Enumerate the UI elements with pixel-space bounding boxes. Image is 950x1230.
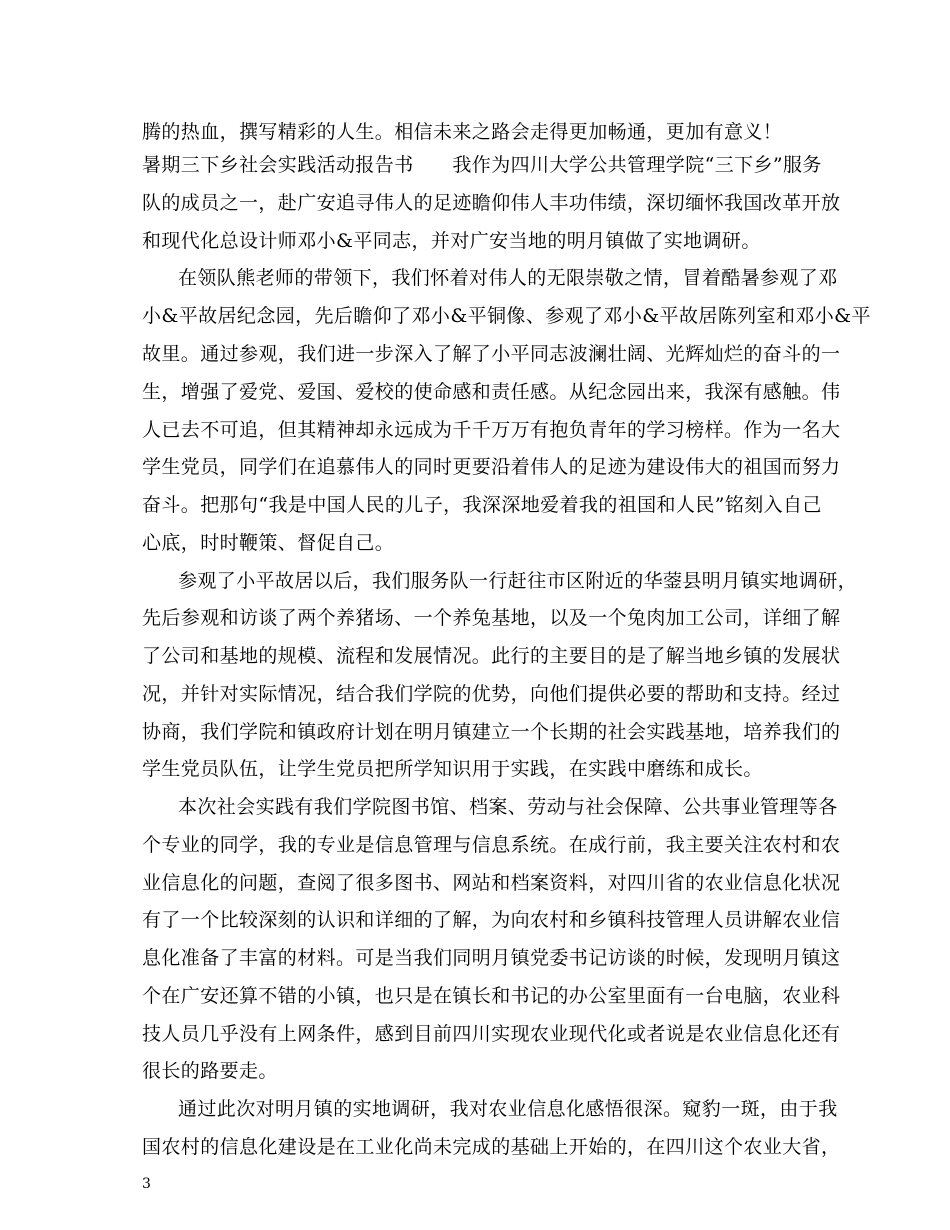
text-line: 心底，时时鞭策、督促自己。 [142,532,395,554]
text-line: 腾的热血，撰写精彩的人生。相信未来之路会走得更加畅通，更加有意义！ [142,121,783,143]
text-line: 有了一个比较深刻的认识和详细的了解，为向农村和乡镇科技管理人员讲解农业信 [142,909,841,931]
text-line: 生，增强了爱党、爱国、爱校的使命感和责任感。从纪念园出来，我深有感触。伟 [142,381,841,403]
text-line: 况，并针对实际情况，结合我们学院的优势，向他们提供必要的帮助和支持。经过 [142,683,841,705]
text-line: 技人员几乎没有上网条件，感到目前四川实现农业现代化或者说是农业信息化还有 [142,1023,841,1045]
text-line: 先后参观和访谈了两个养猪场、一个养兔基地，以及一个兔肉加工公司，详细了解 [142,607,841,629]
text-line: 个在广安还算不错的小镇，也只是在镇长和书记的办公室里面有一台电脑，农业科 [142,985,841,1007]
text-line: 学生党员队伍，让学生党员把所学知识用于实践，在实践中磨练和成长。 [142,758,763,780]
text-line: 了公司和基地的规模、流程和发展情况。此行的主要目的是了解当地乡镇的发展状 [142,645,841,667]
text-line: 人已去不可追，但其精神却永远成为千千万万有抱负青年的学习榜样。作为一名大 [142,419,841,441]
text-line: 通过此次对明月镇的实地调研，我对农业信息化感悟很深。窥豹一斑，由于我 [178,1098,838,1120]
text-line: 学生党员，同学们在追慕伟人的同时更要沿着伟人的足迹为建设伟大的祖国而努力 [142,456,841,478]
text-line: 很长的路要走。 [142,1060,278,1082]
text-line: 业信息化的问题，查阅了很多图书、网站和档案资料，对四川省的农业信息化状况 [142,872,841,894]
text-line: 国农村的信息化建设是在工业化尚未完成的基础上开始的，在四川这个农业大省， [142,1136,841,1158]
text-line: 小&平故居纪念园，先后瞻仰了邓小&平铜像、参观了邓小&平故居陈列室和邓小&平 [142,305,871,327]
text-line: 本次社会实践有我们学院图书馆、档案、劳动与社会保障、公共事业管理等各 [178,796,838,818]
text-line: 和现代化总设计师邓小&平同志，并对广安当地的明月镇做了实地调研。 [142,230,761,252]
text-line: 故里。通过参观，我们进一步深入了解了小平同志波澜壮阔、光辉灿烂的奋斗的一 [142,343,841,365]
text-line: 奋斗。把那句“我是中国人民的儿子，我深深地爱着我的祖国和人民”铭刻入自己 [142,494,822,516]
text-line: 个专业的同学，我的专业是信息管理与信息系统。在成行前，我主要关注农村和农 [142,834,841,856]
text-line: 暑期三下乡社会实践活动报告书 我作为四川大学公共管理学院“三下乡”服务 [142,154,822,176]
text-line: 息化准备了丰富的材料。可是当我们同明月镇党委书记访谈的时候，发现明月镇这 [142,947,841,969]
page-number: 3 [142,1176,151,1192]
text-line: 协商，我们学院和镇政府计划在明月镇建立一个长期的社会实践基地，培养我们的 [142,721,841,743]
text-line: 参观了小平故居以后，我们服务队一行赶往市区附近的华蓥县明月镇实地调研， [178,570,858,592]
text-line: 队的成员之一，赴广安追寻伟人的足迹瞻仰伟人丰功伟绩，深切缅怀我国改革开放 [142,192,841,214]
text-line: 在领队熊老师的带领下，我们怀着对伟人的无限崇敬之情，冒着酷暑参观了邓 [178,267,838,289]
